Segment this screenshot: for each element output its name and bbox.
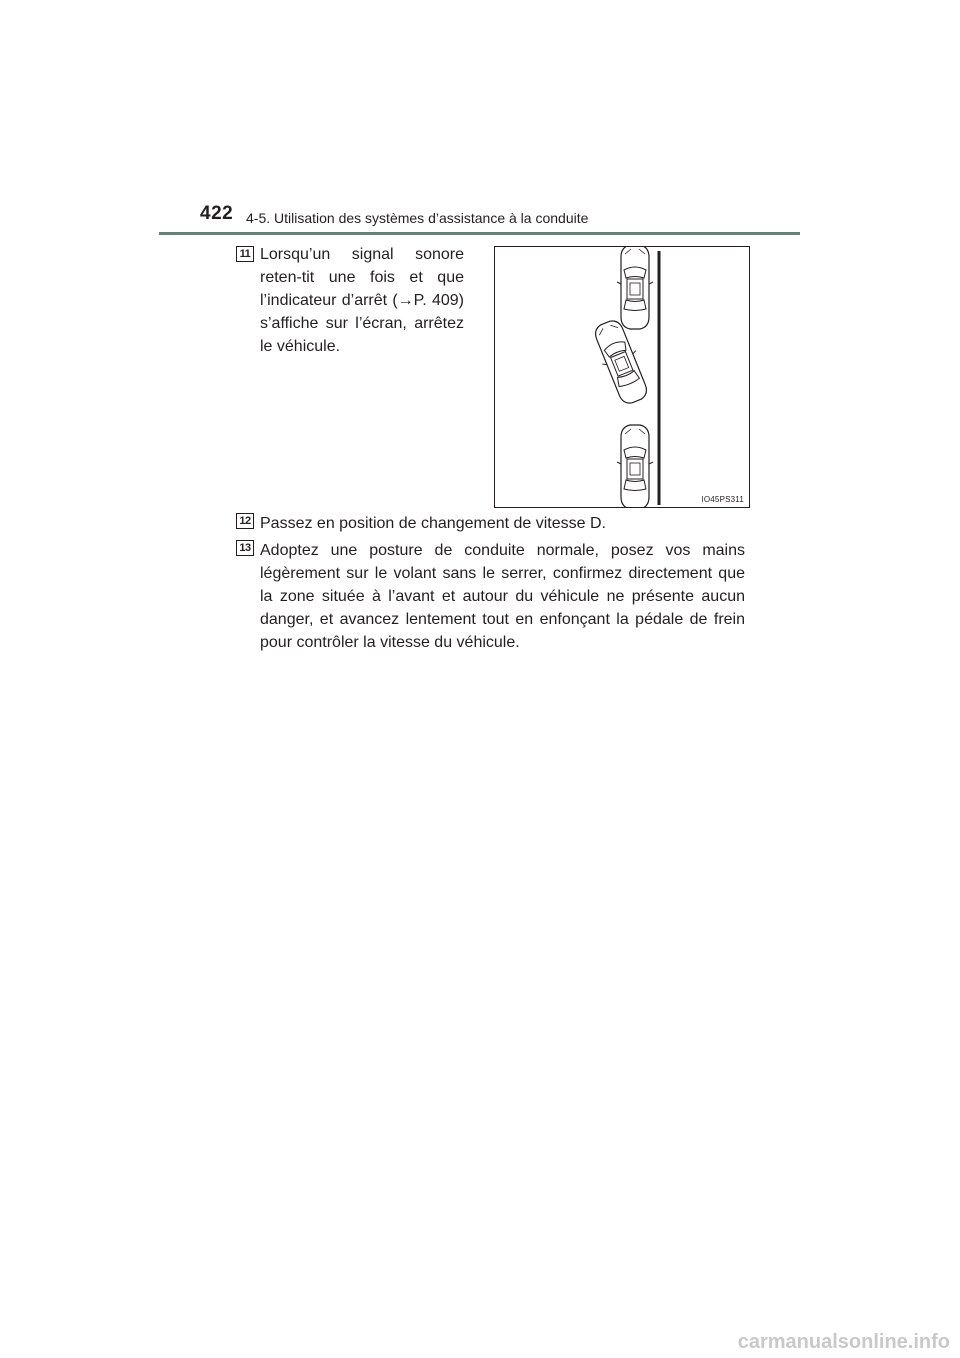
step-12-text: Passez en position de changement de vitesse D. (260, 515, 606, 532)
step-13-badge: 13 (236, 540, 254, 556)
parking-illustration (494, 246, 750, 508)
section-title: 4-5. Utilisation des systèmes d’assistance à la conduite (246, 210, 589, 226)
figure-code: IO45PS311 (701, 495, 744, 504)
step-12-badge: 12 (236, 513, 254, 529)
step-11-badge: 11 (236, 246, 254, 262)
parking-diagram (495, 247, 749, 507)
page-number: 422 (200, 203, 234, 224)
step-11-text: Lorsqu’un signal sonore reten-tit une fois et que l’indicateur d’arrêt (→P. 409) s’affiche sur l’écran, arrêtez le véhicule. (260, 246, 464, 355)
step-13-text: Adoptez une posture de conduite normale, posez vos mains légèrement sur le volant sans le serrer, confirmez directement que la zone située à l’avant et autour du véhicule ne présente aucun danger, et avancez lentement tout en enfonçant la pédale de frein pour contrôler la vitesse du véhicule. (260, 542, 745, 651)
maneuvering-car (589, 316, 654, 407)
parked-car-rear (617, 425, 653, 507)
header-rule (159, 232, 800, 235)
parked-car-front (617, 247, 653, 329)
watermark: carmanualsonline.info (737, 1331, 950, 1353)
